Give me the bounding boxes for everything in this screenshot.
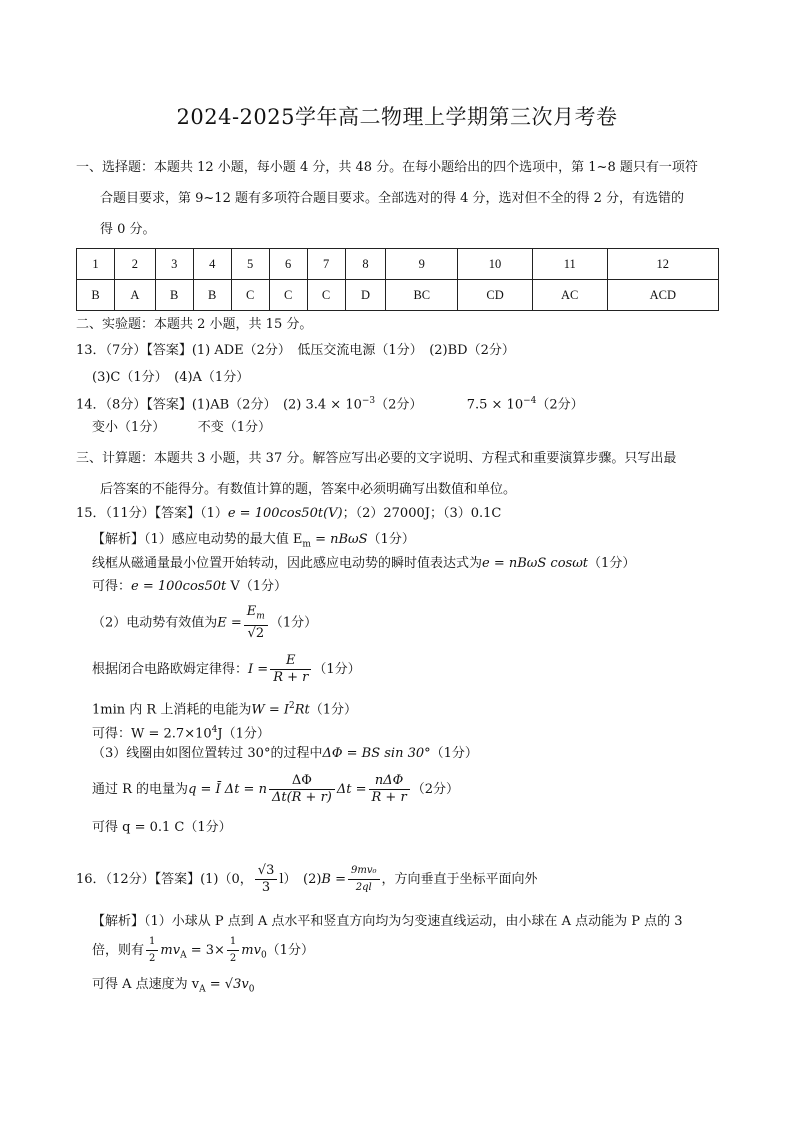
q15-c2-den1: Δt(R + r) [271,790,332,805]
q16-a2-f1-num: 1 [146,934,158,951]
q15-a3-text: 可得： [92,579,132,594]
answer-table [76,248,719,311]
q15-a1-eq: = nBωS [310,532,368,547]
q16-ans-rest: ，方向垂直于坐标平面向外 [381,872,538,887]
q15-b1-num: E [246,604,257,619]
q16-a2-f2-num: 1 [227,934,239,951]
q15-c2-eq1: q = Ī Δt = n [188,782,267,797]
q15-c2-fraction2 [369,773,410,806]
q15-answer [76,505,501,523]
q14-exp-c: −4 [523,396,537,406]
table-cell: AC [532,280,607,311]
q15-b1 [92,604,317,642]
q15-b4 [92,721,270,743]
section3-line1: 三、计算题：本题共 3 小题，共 37 分。解答应写出必要的文字说明、方程式和重要演算步骤。只写出最 [76,451,677,466]
q16-answer-fraction [255,863,278,896]
q15-b1-fraction [244,604,268,642]
table-cell: BC [386,280,458,311]
q13-line1: 13．（7分）【答案】(1) ADE（2分） 低压交流电源（1分） (2)BD（2分） [76,343,515,358]
table-cell: 2 [114,249,155,280]
q15-c2-num2: nΔΦ [369,773,410,790]
q16-a2-frac2 [227,934,239,967]
q14-score-d: （2分） [536,397,584,413]
q15-b2-num: E [270,653,311,670]
q15-c1 [92,745,478,763]
q15-b1-lhs: E = [217,615,242,631]
table-cell: C [269,280,307,311]
q15-b1-score: （1分） [269,615,318,631]
q15-answer-eq: e = 100cos50t(V) [227,506,343,521]
q16-a2-mid-sub: A [180,950,187,961]
q15-b2-text: 根据闭合电路欧姆定律得： [92,662,249,677]
q15-a1 [92,531,415,554]
q15-b3 [92,697,357,719]
table-cell: 1 [77,249,115,280]
q16-a3 [92,976,254,999]
q16-a3-sub: A [199,984,206,995]
table-cell: B [193,280,231,311]
table-cell: 8 [345,249,386,280]
q16-a2-frac1 [146,934,158,967]
q15-c1-score: （1分） [430,746,478,761]
q15-c2-num1: ΔΦ [269,773,335,790]
q15-a3 [92,578,287,596]
table-cell: 5 [231,249,269,280]
q16-a2-mid: mv [160,943,181,958]
table-cell: 9 [386,249,458,280]
table-cell: CD [458,280,533,311]
q15-b2 [92,652,361,688]
q16-a2 [92,934,314,973]
q15-c2-eq2: Δt = [336,782,367,797]
q16-answer [76,862,538,898]
q15-a1-sub: m [302,539,311,550]
section1-line1: 一、选择题：本题共 12 小题，每小题 4 分，共 48 分。在每小题给出的四个选项中，第 1~8 题只有一项符 [76,160,698,175]
table-cell: D [345,280,386,311]
q15-b1-text: （2）电动势有效值为 [92,615,218,631]
q15-a2-score: （1分） [588,556,636,571]
q15-c1-eq: ΔΦ = BS sin 30° [322,746,431,761]
q15-a2 [92,555,635,573]
q15-b4-rest: J（1分） [217,726,270,742]
q16-ans-after: l） (2) [279,872,322,887]
table-cell: 11 [532,249,607,280]
q15-a3-rest: V（1分） [226,579,288,594]
q15-b2-lhs: I = [248,662,269,677]
table-cell: ACD [607,280,718,311]
q13-line2: (3)C（1分） (4)A（1分） [92,370,250,385]
q15-answer-prefix: 15．（11分）【答案】（1） [76,506,228,521]
q16-ans-den: 3 [261,880,271,895]
q14-line1 [76,392,584,414]
table-cell: 7 [307,249,345,280]
q15-b1-den: √2 [247,625,265,641]
section1-line2: 合题目要求，第 9~12 题有多项符合题目要求。全部选对的得 4 分，选对但不全的得 2 分，有选错的 [100,191,685,206]
q16-a2-score: （1分） [266,943,314,958]
q16-b-num: 9mv₀ [348,863,380,880]
q14-part-c: 7.5 × 10 [466,397,524,413]
q16-b-fraction [348,863,380,896]
q16-a3-sub2: 0 [248,984,255,995]
q16-a2-end-sub: 0 [260,950,267,961]
q16-a2-pre: 倍，则有 [92,943,145,958]
q15-b3-text: 1min 内 R 上消耗的电能为 [92,702,252,718]
q14-score-b: （2分） [375,397,423,413]
q16-a1: 【解析】（1）小球从 P 点到 A 点水平和竖直方向均为匀变速直线运动，由小球在 A 点动能为 P 点的 3 [92,914,683,929]
page-title: 2024-2025学年高二物理上学期第三次月考卷 [176,105,618,129]
section3-line2: 后答案的不能得分。有数值计算的题，答案中必须明确写出数值和单位。 [100,482,517,497]
q16-ans-num: √3 [255,863,278,880]
q15-b1-num-sub: m [256,611,265,622]
q15-c2-score: （2分） [411,782,459,797]
section2-heading: 二、实验题：本题共 2 小题，共 15 分。 [76,317,313,332]
q15-c1-text: （3）线圈由如图位置转过 30°的过程中 [92,746,323,761]
q15-b4-text: 可得：W = 2.7×10 [92,726,212,742]
q14-part-a: 14．（8分）【答案】(1)AB（2分） (2) 3.4 × 10 [76,397,362,413]
q16-a3-eq: = √3v [205,977,249,992]
q15-b4-exp: 4 [211,725,218,735]
q15-b2-score: （1分） [313,662,361,677]
table-cell: 4 [193,249,231,280]
table-cell: C [231,280,269,311]
table-row-answers [77,280,719,311]
table-cell: 6 [269,249,307,280]
q15-b2-den: R + r [273,670,309,685]
q15-a2-text: 线框从磁通量最小位置开始转动，因此感应电动势的瞬时值表达式为 [92,556,483,571]
q15-a2-eq: e = nBωS cosωt [482,556,589,571]
q14-line2: 变小（1分） 不变（1分） [92,420,272,435]
table-cell: B [155,280,193,311]
table-cell: 3 [155,249,193,280]
q16-b-den: 2ql [355,882,372,893]
q16-a2-end: mv [241,943,261,958]
q16-a3-text: 可得 A 点速度为 v [92,977,200,992]
table-cell: C [307,280,345,311]
table-cell: B [77,280,115,311]
q15-c2-text: 通过 R 的电量为 [92,782,189,797]
q15-a3-eq: e = 100cos50t [131,579,227,594]
q16-ans-b: B = [321,872,346,887]
table-row-numbers [77,249,719,280]
table-cell: 12 [607,249,718,280]
q15-b3-eq: W = I [251,702,289,718]
q15-a1-text: 【解析】（1）感应电动势的最大值 E [92,532,303,547]
q15-b3-eq2: Rt [294,702,310,718]
q16-answer-prefix: 16．（12分）【答案】(1)（0， [76,872,253,887]
q16-a2-f1-den: 2 [149,953,156,964]
q16-a2-f2-den: 2 [229,953,237,964]
q15-c2-den2: R + r [371,790,407,805]
table-cell: 10 [458,249,533,280]
q15-b3-exp: 2 [288,701,295,711]
q14-exp-a: −3 [361,396,376,406]
section1-line3: 得 0 分。 [100,222,156,237]
q16-a2-eq: = 3× [186,943,225,958]
table-cell: A [114,280,155,311]
q15-b3-score: （1分） [309,702,358,718]
q15-b2-fraction [270,653,311,686]
q15-c2-fraction1 [269,773,335,806]
q15-answer-rest: ；（2）27000J；（3）0.1C [342,506,502,521]
q15-a1-score: （1分） [367,532,415,547]
q15-c3: 可得 q = 0.1 C（1分） [92,820,232,835]
q15-c2 [92,772,459,808]
